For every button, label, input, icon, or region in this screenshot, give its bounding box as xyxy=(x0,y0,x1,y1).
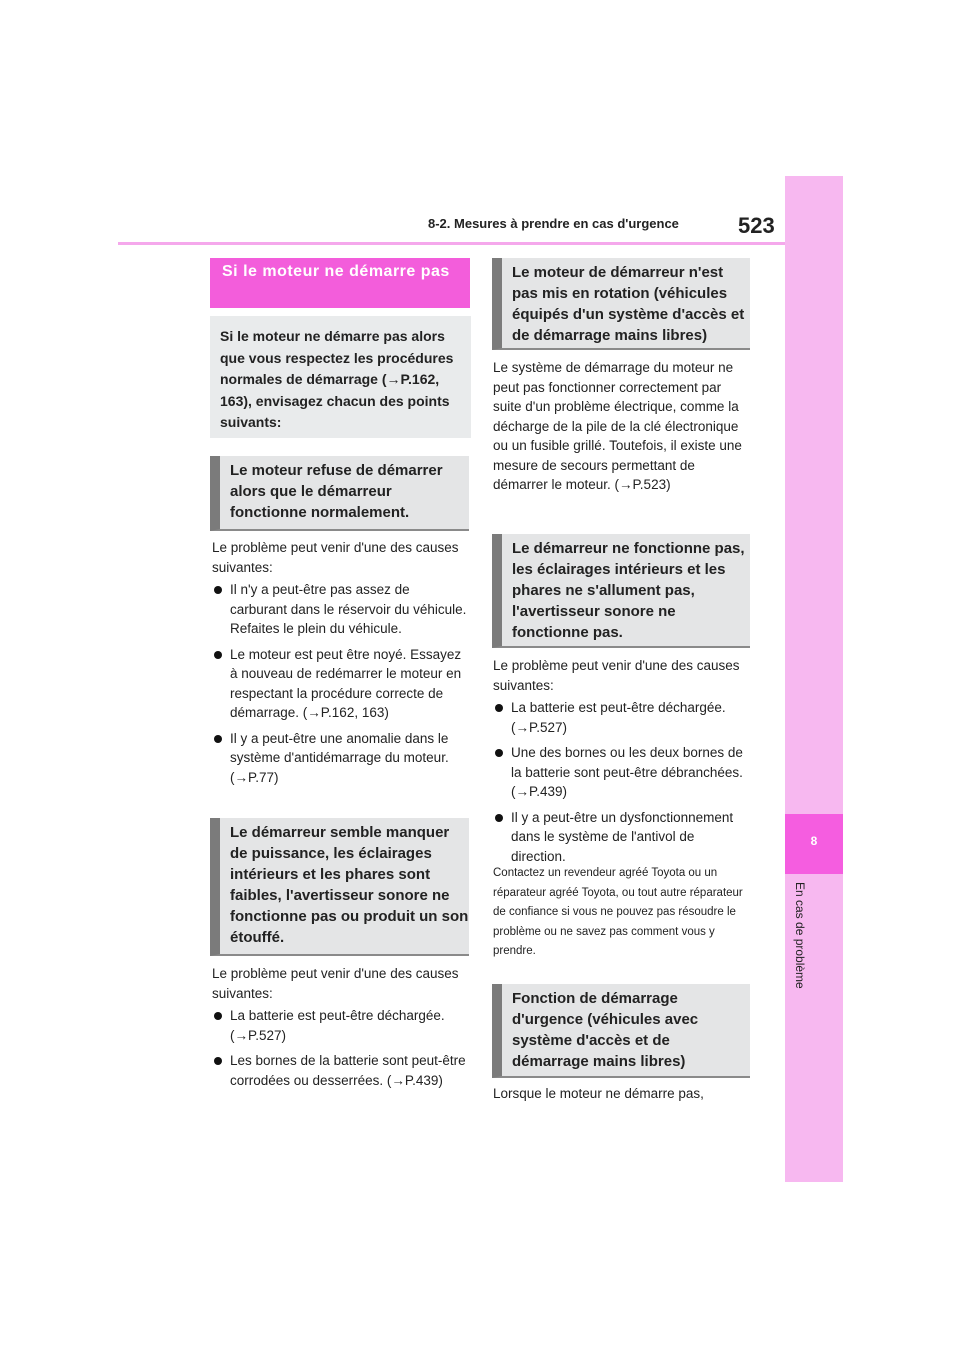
list-item: Les bornes de la batterie sont peut-être corrodées ou desserrées. (→P.439) xyxy=(212,1051,470,1090)
chapter-label: En cas de problème xyxy=(793,882,807,989)
header-divider xyxy=(118,242,786,245)
dealer-note: Contactez un revendeur agréé Toyota ou un réparateur agréé Toyota, ou tout autre réparateur de confiance si vous ne pouvez pas résoudre le problème ou ne savez pas comment vous y prendre. xyxy=(493,867,743,957)
chapter-side-tab xyxy=(785,176,843,1182)
list-item: La batterie est peut-être déchargée. (→P.527) xyxy=(493,698,751,737)
list-item: Une des bornes ou les deux bornes de la batterie sont peut-être débranchées. (→P.439) xyxy=(493,743,751,802)
paragraph-electrical: Le système de démarrage du moteur ne peut pas fonctionner correctement par suite d'un problème électrique, comme la décharge de la pile de la clé électronique ou un fusible grillé. Toutefois, il existe une mesure de secours permettant de démarrer le moteur. (→P.523) xyxy=(493,360,742,492)
paragraph-causes: Le problème peut venir d'une des causes suivantes: xyxy=(212,540,459,575)
paragraph-emergency: Lorsque le moteur ne démarre pas, xyxy=(493,1086,704,1101)
subheading-nothing-works: Le démarreur ne fonctionne pas, les éclairages intérieurs et les phares ne s'allument pas, l'avertisseur sonore ne fonctionne pas. xyxy=(492,534,750,648)
paragraph-causes: Le problème peut venir d'une des causes suivantes: xyxy=(493,658,740,693)
list-item: Il y a peut-être un dysfonctionnement dans le système de l'antivol de direction. xyxy=(493,808,751,867)
subheading-weak-starter: Le démarreur semble manquer de puissance, les éclairages intérieurs et les phares sont faibles, l'avertisseur sonore ne fonctionne pas ou produit un son étouffé. xyxy=(210,818,469,956)
paragraph-causes: Le problème peut venir d'une des causes suivantes: xyxy=(212,966,459,1001)
section-title: 8-2. Mesures à prendre en cas d'urgence xyxy=(428,216,679,231)
causes-list xyxy=(493,698,751,872)
list-item: Il y a peut-être une anomalie dans le système d'antidémarrage du moteur. (→P.77) xyxy=(212,729,470,788)
subheading-starter-ok: Le moteur refuse de démarrer alors que le démarreur fonctionne normalement. xyxy=(210,456,469,531)
list-item: La batterie est peut-être déchargée. (→P.527) xyxy=(212,1006,470,1045)
section-heading: Si le moteur ne démarre pas xyxy=(210,258,470,308)
causes-list xyxy=(212,580,470,793)
list-item: Il n'y a peut-être pas assez de carburant dans le réservoir du véhicule. Refaites le plein du véhicule. xyxy=(212,580,470,639)
subheading-no-rotation: Le moteur de démarreur n'est pas mis en rotation (véhicules équipés d'un système d'accès et de démarrage mains libres) xyxy=(492,258,750,350)
chapter-number: 8 xyxy=(810,834,818,848)
subheading-emergency-start: Fonction de démarrage d'urgence (véhicules avec système d'accès et de démarrage mains libres) xyxy=(492,984,750,1078)
list-item: Le moteur est peut être noyé. Essayez à nouveau de redémarrer le moteur en respectant la procédure correcte de démarrage. (→P.162, 163) xyxy=(212,645,470,723)
causes-list xyxy=(212,1006,470,1096)
page-number: 523 xyxy=(738,213,775,238)
intro-box: Si le moteur ne démarre pas alors que vous respectez les procédures normales de démarrage (→P.162, 163), envisagez chacun des points suivants: xyxy=(210,316,471,438)
